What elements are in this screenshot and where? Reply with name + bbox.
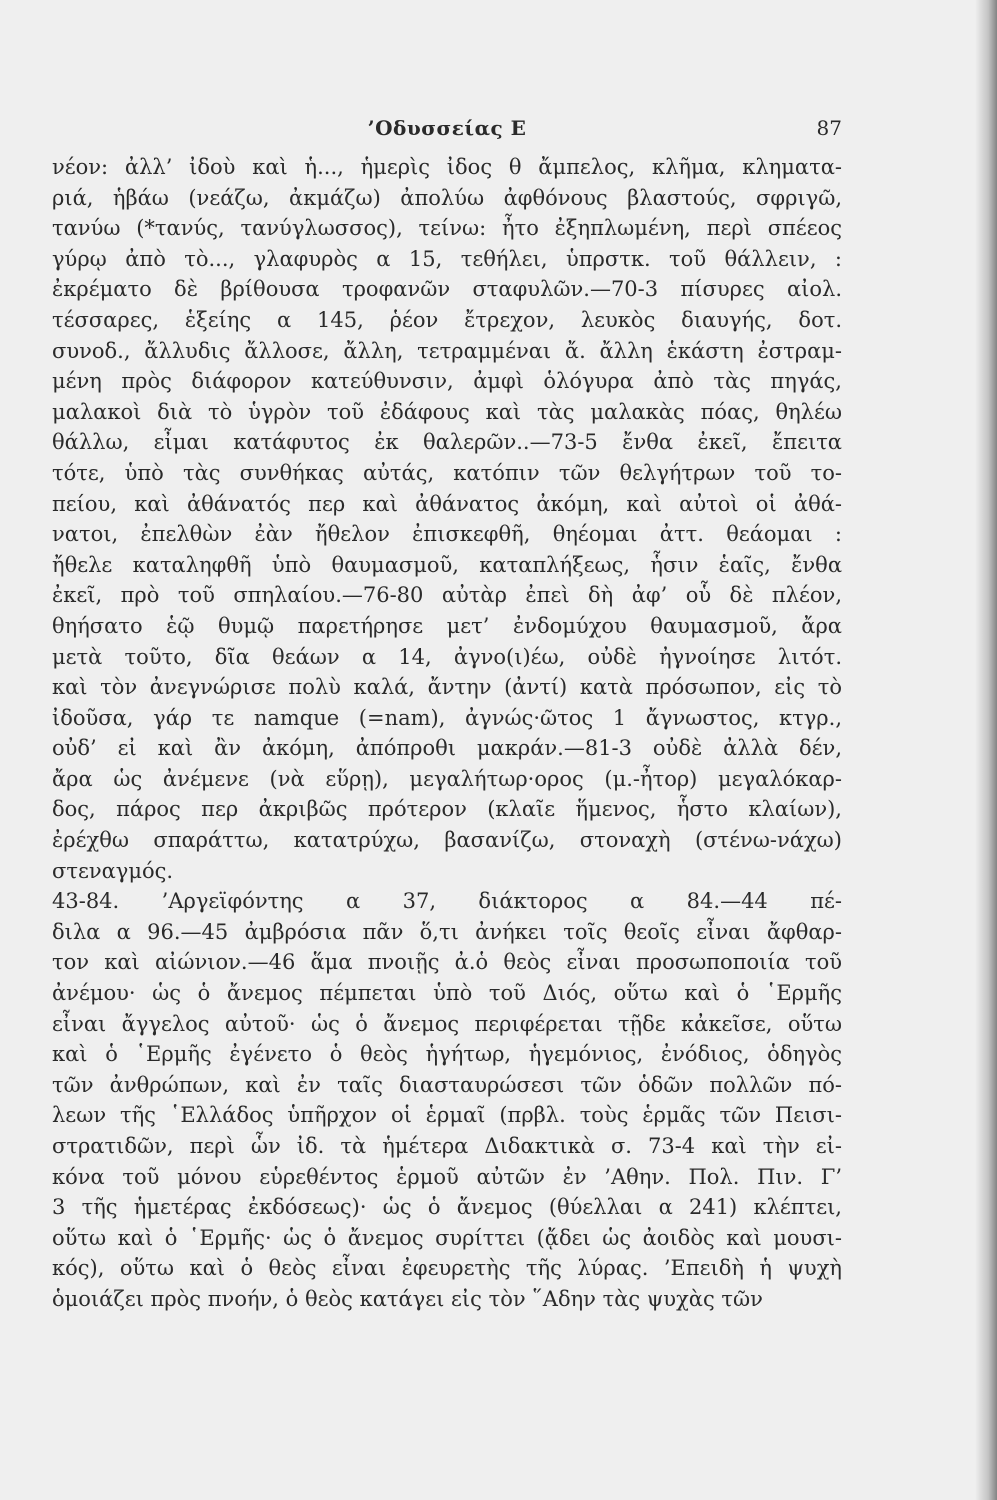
text-line: κόνα τοῦ μόνου εὑρεθέντος ἑρμοῦ αὐτῶν ἐν ’Αθην. Πολ. Πιν. Γ’ [52, 1164, 842, 1189]
text-line: τανύω (*τανύς, τανύγλωσσος), τείνω: ἦτο ἐξηπλωμένη, περὶ σπέεος [52, 216, 842, 241]
text-line: θηήσατο ἑῷ θυμῷ παρετήρησε μετ’ ἐνδομύχου θαυμασμοῦ, ἄρα [52, 613, 842, 638]
running-header [52, 116, 842, 146]
text-line: συνοδ., ἄλλυδις ἄλλοσε, ἄλλη, τετραμμέναι ἄ. ἄλλη ἑκάστη ἐστραμ- [52, 338, 842, 363]
text-line: καὶ τὸν ἀνεγνώρισε πολὺ καλά, ἄντην (ἀντί) κατὰ πρόσωπον, εἰς τὸ [52, 675, 842, 700]
text-line: τέσσαρες, ἑξείης α 145, ῥέον ἔτρεχον, λευκὸς διαυγής, δοτ. [52, 307, 842, 332]
text-line: στρατιδῶν, περὶ ὧν ἰδ. τὰ ἡμέτερα Διδακτικὰ σ. 73-4 καὶ τὴν εἰ- [52, 1134, 842, 1158]
text-line: ἀνέμου· ὡς ὁ ἄνεμος πέμπεται ὑπὸ τοῦ Διός, οὕτω καὶ ὁ ῾Ερμῆς [52, 981, 842, 1006]
text-line: κός), οὕτω καὶ ὁ θεὸς εἶναι ἐφευρετὴς τῆς λύρας. ’Επειδὴ ἡ ψυχὴ [52, 1256, 842, 1281]
text-line: ἰδοῦσα, γάρ τε namque (=nam), ἀγνώς·ῶτος 1 ἄγνωστος, κτγρ., [52, 705, 842, 730]
text-line: νατοι, ἐπελθὼν ἐὰν ἤθελον ἐπισκεφθῆ, θηέομαι ἀττ. θεάομαι : [52, 522, 842, 547]
text-line: τότε, ὑπὸ τὰς συνθήκας αὐτάς, κατόπιν τῶν θελγήτρων τοῦ το- [52, 460, 842, 485]
text-line: εἶναι ἄγγελος αὐτοῦ· ὡς ὁ ἄνεμος περιφέρεται τῇδε κἀκεῖσε, οὕτω [52, 1011, 842, 1036]
text-line: δος, πάρος περ ἀκριβῶς πρότερον (κλαῖε ἥμενος, ἧστο κλαίων), [52, 797, 842, 822]
running-title: ’Οδυσσείας Ε [367, 116, 527, 140]
page-number: 87 [816, 116, 842, 140]
text-line: ἄρα ὡς ἀνέμενε (νὰ εὕρῃ), μεγαλήτωρ·ορος (μ.-ἦτορ) μεγαλόκαρ- [52, 766, 842, 791]
text-line: ὁμοιάζει πρὸς πνοήν, ὁ θεὸς κατάγει εἰς τὸν ῞Αδην τὰς ψυχὰς τῶν [52, 1286, 763, 1311]
text-line: καὶ ὁ ῾Ερμῆς ἐγένετο ὁ θεὸς ἡγήτωρ, ἡγεμόνιος, ἐνόδιος, ὁδηγὸς [52, 1042, 842, 1067]
text-line: οὕτω καὶ ὁ ῾Ερμῆς· ὡς ὁ ἄνεμος συρίττει (ᾄδει ὡς ἀοιδὸς καὶ μουσι- [52, 1225, 842, 1250]
text-line: θάλλω, εἶμαι κατάφυτος ἐκ θαλερῶν..—73-5 ἔνθα ἐκεῖ, ἔπειτα [52, 430, 842, 455]
text-line: 43-84. ’Αργεϊφόντης α 37, διάκτορος α 84.—44 πέ- [52, 889, 842, 914]
text-line: τῶν ἀνθρώπων, καὶ ἐν ταῖς διασταυρώσεσι τῶν ὁδῶν πολλῶν πό- [52, 1072, 842, 1097]
text-line: λεων τῆς ῾Ελλάδος ὑπῆρχον οἱ ἑρμαῖ (πρβλ. τοὺς ἑρμᾶς τῶν Πεισι- [52, 1103, 842, 1128]
text-line: νέον: ἀλλ’ ἰδοὺ καὶ ἡ..., ἡμερὶς ἰδος θ ἄμπελος, κλῆμα, κληματα- [52, 155, 842, 179]
text-line: ἐρέχθω σπαράττω, κατατρύχω, βασανίζω, στοναχὴ (στένω-νάχω) [52, 828, 842, 853]
text-line: γύρῳ ἀπὸ τὸ..., γλαφυρὸς α 15, τεθήλει, ὑπρστκ. τοῦ θάλλειν, : [52, 246, 842, 271]
text-line: διλα α 96.—45 ἀμβρόσια πᾶν ὅ,τι ἀνήκει τοῖς θεοῖς εἶναι ἄφθαρ- [52, 919, 842, 944]
text-line: μένη πρὸς διάφορον κατεύθυνσιν, ἀμφὶ ὁλόγυρα ἀπὸ τὰς πηγάς, [52, 369, 842, 394]
text-line: ἤθελε καταληφθῆ ὑπὸ θαυμασμοῦ, καταπλήξεως, ἧσιν ἑαῖς, ἔνθα [52, 552, 842, 577]
text-line: μετὰ τοῦτο, δῖα θεάων α 14, ἀγνο(ι)έω, οὐδὲ ἠγνοίησε λιτότ. [52, 644, 842, 669]
text-line: ἐκρέματο δὲ βρίθουσα τροφανῶν σταφυλῶν.—70-3 πίσυρες αἰολ. [52, 277, 842, 302]
text-line: ἐκεῖ, πρὸ τοῦ σπηλαίου.—76-80 αὐτὰρ ἐπεὶ δὴ ἀφ’ οὗ δὲ πλέον, [52, 583, 842, 608]
page-edge-shadow [975, 0, 997, 1500]
commentary-text [52, 152, 842, 1315]
text-line: στεναγμός. [52, 858, 174, 883]
text-line: ριά, ἡβάω (νεάζω, ἀκμάζω) ἀπολύω ἀφθόνους βλαστούς, σφριγῶ, [52, 185, 842, 210]
text-line: τον καὶ αἰώνιον.—46 ἅμα πνοιῇς ἀ.ὁ θεὸς εἶναι προσωποποιία τοῦ [52, 950, 842, 975]
text-line: πείου, καὶ ἀθάνατός περ καὶ ἀθάνατος ἀκόμη, καὶ αὐτοὶ οἱ ἀθά- [52, 491, 842, 516]
text-line: μαλακοὶ διὰ τὸ ὑγρὸν τοῦ ἐδάφους καὶ τὰς μαλακὰς πόας, θηλέω [52, 399, 842, 424]
text-line: οὐδ’ εἰ καὶ ἂν ἀκόμη, ἀπόπροθι μακράν.—81-3 οὐδὲ ἀλλὰ δέν, [52, 736, 842, 761]
text-line: 3 τῆς ἡμετέρας ἐκδόσεως)· ὡς ὁ ἄνεμος (θύελλαι α 241) κλέπτει, [52, 1195, 842, 1220]
